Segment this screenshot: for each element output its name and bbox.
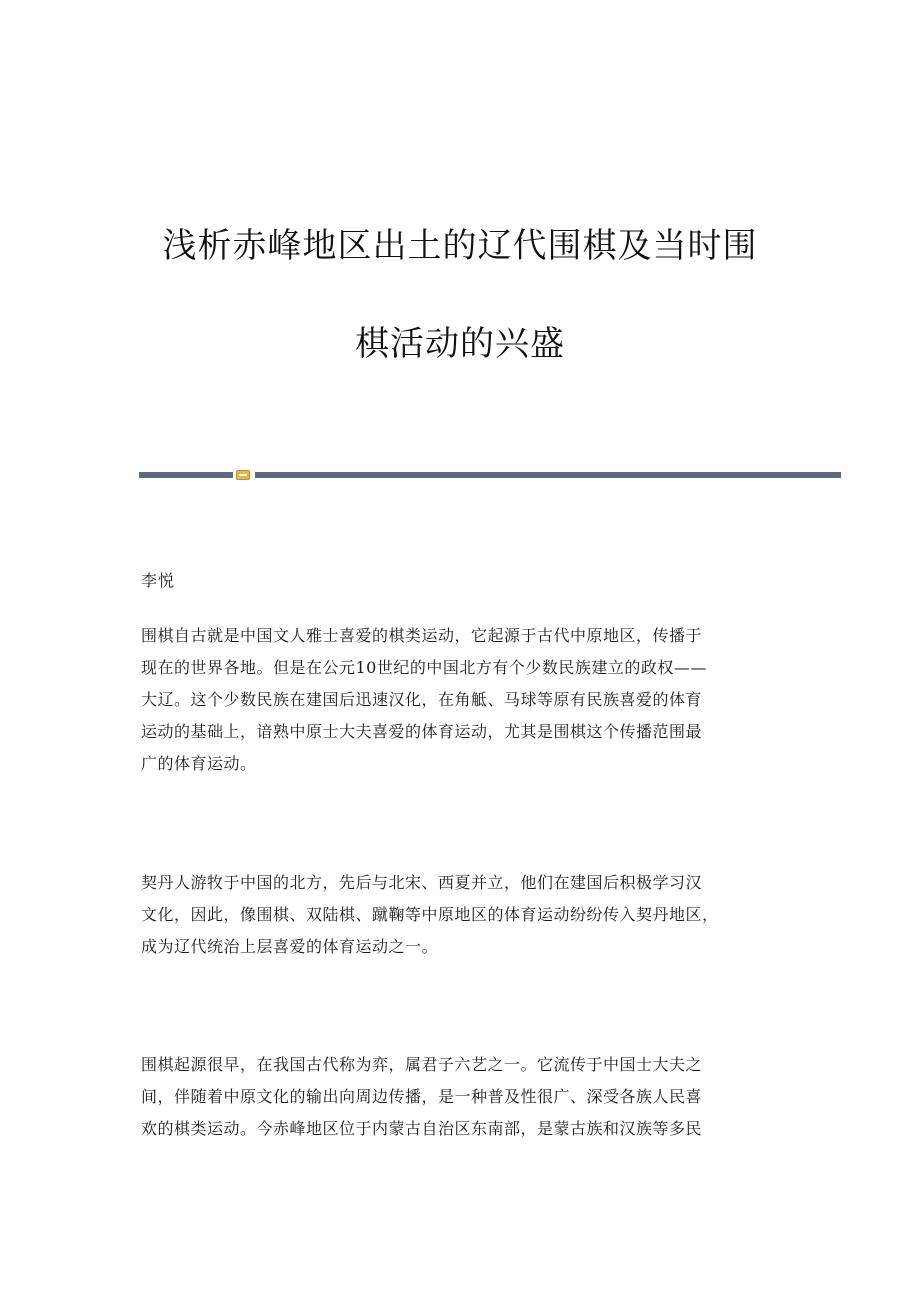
paragraph-line: 成为辽代统治上层喜爱的体育运动之一。 [141, 937, 439, 956]
paragraph-line: 围棋自古就是中国文人雅士喜爱的棋类运动，它起源于古代中原地区，传播于 [141, 626, 703, 645]
paragraph-line: 大辽。这个少数民族在建国后迅速汉化，在角觝、马球等原有民族喜爱的体育 [141, 690, 703, 709]
author-name: 李悦 [141, 571, 176, 590]
paragraph-line: 文化，因此，像围棋、双陆棋、蹴鞠等中原地区的体育运动纷纷传入契丹地区， [141, 905, 719, 924]
title-line-1: 浅析赤峰地区出土的辽代围棋及当时围 [162, 226, 758, 266]
divider-bar-left [139, 472, 233, 478]
paragraph-line: 间，伴随着中原文化的输出向周边传播，是一种普及性很广、深受各族人民喜 [141, 1087, 703, 1106]
paragraph-3 [141, 1049, 791, 1145]
paragraph-line: 欢的棋类运动。今赤峰地区位于内蒙古自治区东南部，是蒙古族和汉族等多民 [141, 1119, 703, 1138]
paragraph-line: 广的体育运动。 [141, 754, 257, 773]
paragraph-line: 运动的基础上，谙熟中原士大夫喜爱的体育运动，尤其是围棋这个传播范围最 [141, 722, 703, 741]
title-line-2: 棋活动的兴盛 [355, 324, 565, 364]
paragraph-line: 契丹人游牧于中国的北方，先后与北宋、西夏并立，他们在建国后积极学习汉 [141, 873, 703, 892]
paragraph-line: 围棋起源很早，在我国古代称为弈，属君子六艺之一。它流传于中国士大夫之 [141, 1055, 703, 1074]
paragraph-2 [141, 867, 791, 963]
paragraph-line: 现在的世界各地。但是在公元10世纪的中国北方有个少数民族建立的政权—— [141, 658, 707, 677]
title-divider [139, 470, 841, 480]
divider-ornament-icon [236, 470, 250, 480]
paragraph-1 [141, 620, 791, 780]
divider-bar-right [255, 472, 841, 478]
